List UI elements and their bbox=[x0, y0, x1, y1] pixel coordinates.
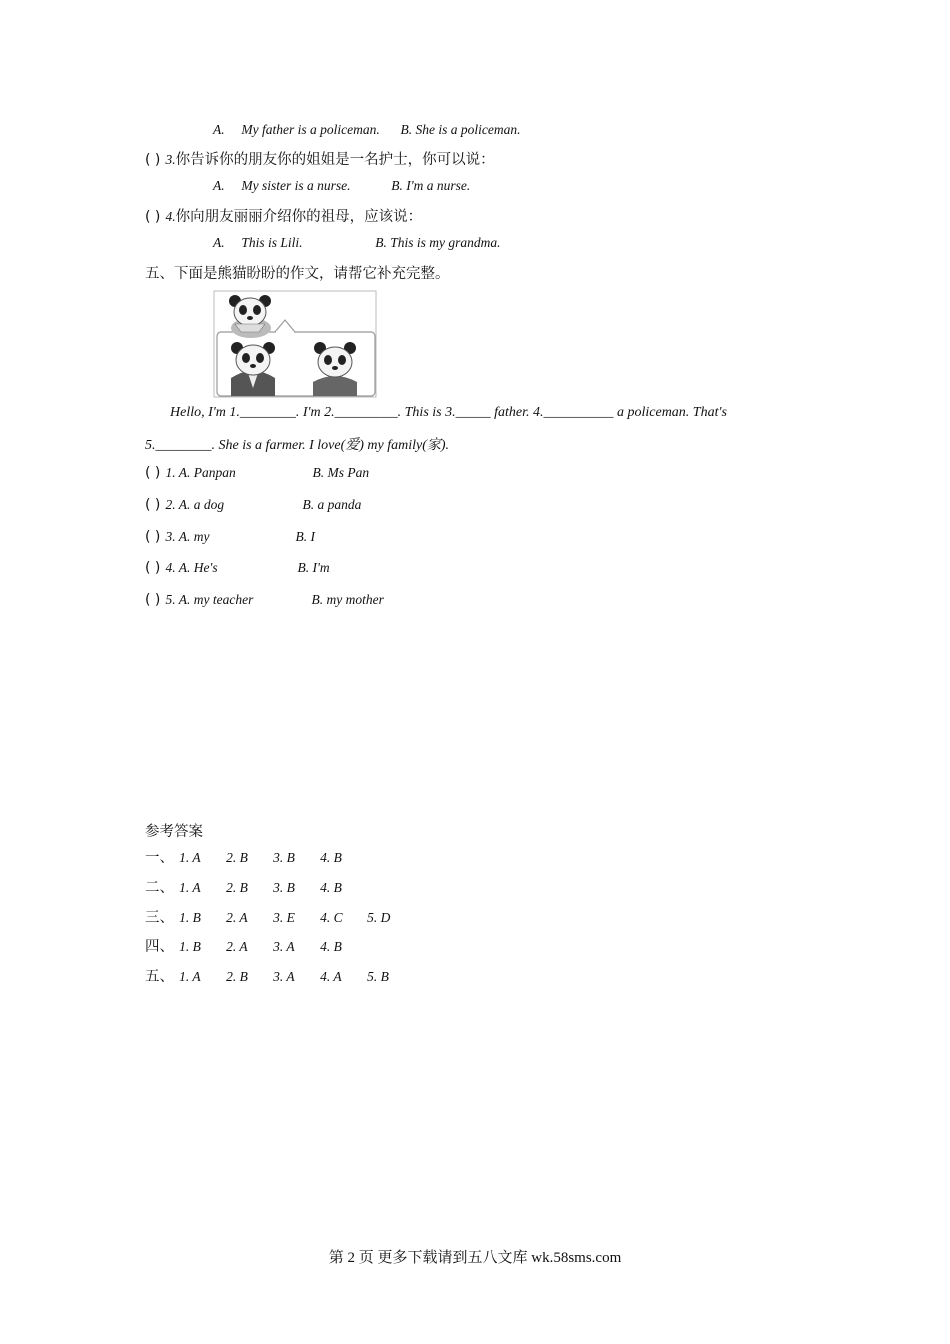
question-4 bbox=[145, 205, 422, 226]
choice-row bbox=[145, 462, 369, 481]
panpan-panda bbox=[229, 295, 271, 338]
answer-item: 2. A bbox=[226, 910, 248, 925]
choice-b: B. a panda bbox=[302, 497, 362, 512]
q4-option-b: B. This is my grandma. bbox=[375, 235, 501, 250]
q2-option-a: My father is a policeman. bbox=[241, 122, 380, 137]
choice-a: 4. A. He's bbox=[165, 560, 218, 575]
panda-illustration-svg bbox=[213, 290, 377, 398]
question-number: 4. bbox=[165, 209, 176, 224]
answer-row-prefix: 一、 bbox=[145, 850, 174, 866]
choice-a: 1. A. Panpan bbox=[165, 465, 236, 480]
answer-row-prefix: 五、 bbox=[145, 969, 174, 985]
q3-option-b: B. I'm a nurse. bbox=[391, 178, 471, 193]
answer-paren: ( ) bbox=[145, 152, 161, 168]
choice-a: 2. A. a dog bbox=[165, 497, 225, 512]
choice-a: 5. A. my teacher bbox=[165, 592, 254, 607]
choice-row bbox=[145, 557, 330, 576]
q3-option-a: My sister is a nurse. bbox=[241, 178, 351, 193]
answer-paren: ( ) bbox=[145, 465, 161, 481]
answer-paren: ( ) bbox=[145, 560, 161, 576]
choice-row bbox=[145, 494, 361, 513]
q3-options bbox=[213, 178, 470, 194]
question-stem: 你告诉你的朋友你的姐姐是一名护士，你可以说： bbox=[175, 152, 495, 168]
answer-item: 2. B bbox=[226, 880, 248, 895]
choice-row bbox=[145, 526, 315, 545]
answer-item: 4. C bbox=[320, 910, 343, 925]
answer-item: 1. B bbox=[179, 939, 201, 954]
q4-option-a: This is Lili. bbox=[241, 235, 303, 250]
answer-item: 1. A bbox=[179, 880, 201, 895]
answer-item: 5. B bbox=[367, 969, 389, 984]
answer-item: 1. A bbox=[179, 969, 201, 984]
q2-option-a-label: A. bbox=[213, 122, 225, 137]
answer-row-prefix: 三、 bbox=[145, 910, 174, 926]
answer-paren: ( ) bbox=[145, 592, 161, 608]
answer-item: 3. A bbox=[273, 969, 295, 984]
passage-line-1: Hello, I'm 1.________. I'm 2._________. This is 3._____ father. 4.__________ a policeman. That's bbox=[170, 405, 727, 420]
page-footer: 第 2 页 更多下载请到五八文库 wk.58sms.com bbox=[328, 1250, 622, 1266]
answer-item: 1. A bbox=[179, 850, 201, 865]
answer-item: 3. A bbox=[273, 939, 295, 954]
choice-a: 3. A. my bbox=[165, 529, 210, 544]
choice-row bbox=[145, 589, 384, 608]
answer-row bbox=[145, 846, 367, 867]
answer-item: 1. B bbox=[179, 910, 201, 925]
answer-row bbox=[145, 876, 367, 897]
answer-item: 4. B bbox=[320, 939, 342, 954]
question-stem: 你向朋友丽丽介绍你的祖母，应该说： bbox=[175, 209, 423, 225]
choice-b: B. I bbox=[295, 529, 315, 544]
q4-options bbox=[213, 235, 501, 251]
answer-item: 4. A bbox=[320, 969, 342, 984]
panda-family-illustration bbox=[213, 290, 377, 398]
answer-item: 5. D bbox=[367, 910, 391, 925]
answer-paren: ( ) bbox=[145, 497, 161, 513]
choice-b: B. my mother bbox=[311, 592, 384, 607]
answer-paren: ( ) bbox=[145, 529, 161, 545]
answer-item: 2. B bbox=[226, 969, 248, 984]
answer-item: 3. B bbox=[273, 850, 295, 865]
answer-item: 4. B bbox=[320, 880, 342, 895]
mother-panda bbox=[313, 342, 357, 396]
question-3 bbox=[145, 148, 495, 169]
q2-options bbox=[213, 122, 520, 138]
answer-row bbox=[145, 906, 414, 927]
answer-row-prefix: 四、 bbox=[145, 939, 174, 955]
section-5-title: 五、下面是熊猫盼盼的作文，请帮它补充完整。 bbox=[145, 266, 450, 282]
question-number: 3. bbox=[165, 152, 176, 167]
answer-item: 4. B bbox=[320, 850, 342, 865]
answer-paren: ( ) bbox=[145, 209, 161, 225]
q2-option-b: B. She is a policeman. bbox=[400, 122, 521, 137]
answer-row bbox=[145, 935, 367, 956]
choice-b: B. I'm bbox=[297, 560, 330, 575]
answer-item: 2. B bbox=[226, 850, 248, 865]
answer-item: 3. E bbox=[273, 910, 295, 925]
q4-option-a-label: A. bbox=[213, 235, 225, 250]
q3-option-a-label: A. bbox=[213, 178, 225, 193]
answer-row bbox=[145, 965, 414, 986]
answer-key-title: 参考答案 bbox=[145, 824, 203, 840]
answer-row-prefix: 二、 bbox=[145, 880, 174, 896]
answer-item: 2. A bbox=[226, 939, 248, 954]
passage-line-2: 5.________. She is a farmer. I love(爱) my family(家). bbox=[145, 438, 450, 453]
answer-item: 3. B bbox=[273, 880, 295, 895]
choice-b: B. Ms Pan bbox=[312, 465, 370, 480]
